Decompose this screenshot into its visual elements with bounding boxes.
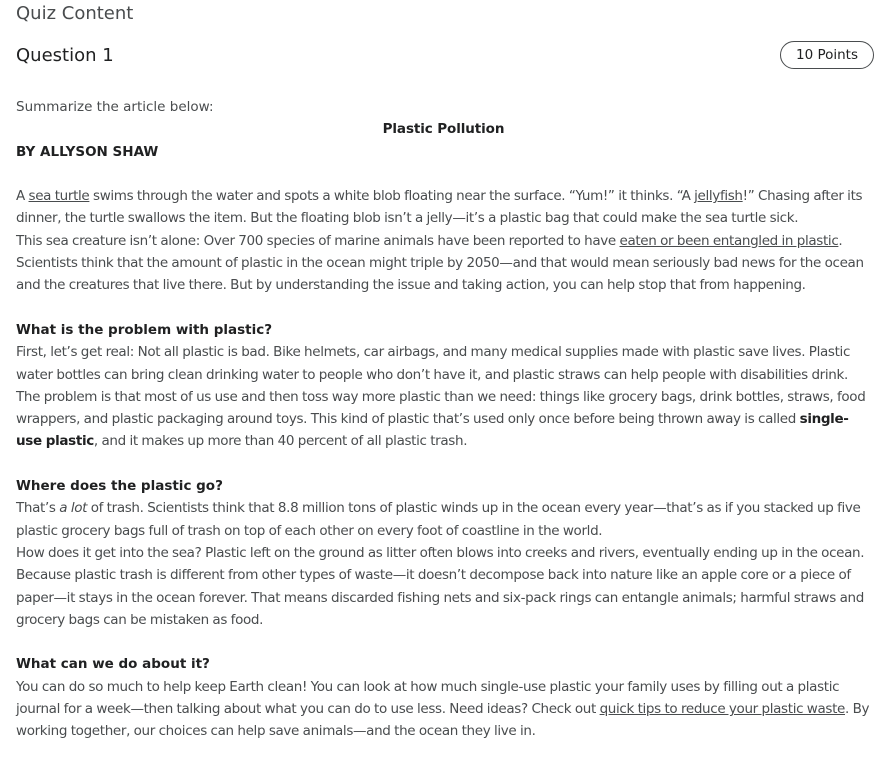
spacer <box>16 297 871 319</box>
spacer <box>16 631 871 653</box>
article-paragraph: How does it get into the sea? Plastic left on the ground as litter often blows into creeks and rivers, eventually ending up in the ocean. Because plastic trash is different from other types of waste—it doesn’t decompose back into nature like an apple core or a piece of paper—it stays in the ocean forever. That means discarded fishing nets and six-pack rings can entangle animals; harmful straws and grocery bags can be mistaken as food. <box>16 544 865 628</box>
jellyfish-link[interactable]: jellyfish <box>694 188 743 205</box>
text-run: That’s <box>16 500 60 517</box>
article-paragraph <box>16 676 871 743</box>
article-byline: BY ALLYSON SHAW <box>16 143 159 160</box>
text-run: A <box>16 188 29 205</box>
section-heading: Where does the plastic go? <box>16 478 223 495</box>
text-run: . Scientists think that the amount of plastic in the ocean might triple by 2050—and that would mean seriously bad news for the ocean and the creatures that live there. But by understanding the issue and taking action, you can help stop that from happening. <box>16 232 864 294</box>
text-run: This sea creature isn’t alone: Over 700 species of marine animals have been reported to have <box>16 232 620 249</box>
emphasis-text: a lot <box>59 500 88 517</box>
question-title: Question 1 <box>16 45 114 66</box>
quiz-title: Quiz Content <box>16 3 134 24</box>
question-prompt: Summarize the article below: <box>16 99 214 115</box>
article-title: Plastic Pollution <box>382 121 505 138</box>
article-paragraph <box>16 341 871 452</box>
text-run: !” Chasing after its dinner, the turtle swallows the item. But the floating blob isn’t a jelly—it’s a plastic bag that could make the sea turtle sick. <box>16 188 863 227</box>
key-term: single-use plastic <box>16 411 849 450</box>
points-badge: 10 Points <box>780 41 874 69</box>
article-paragraph <box>16 185 871 230</box>
text-run: First, let’s get real: Not all plastic is bad. Bike helmets, car airbags, and many medical supplies made with plastic save lives. Plastic water bottles can bring clean drinking water to people who don’t have it, and plastic straws can help people with disabilities drink. The problem is that most of us use and then toss way more plastic than we need: things like grocery bags, drink bottles, straws, food wrappers, and plastic packaging around toys. This kind of plastic that’s used only once before being thrown away is called <box>16 344 866 428</box>
section-heading: What can we do about it? <box>16 656 210 673</box>
text-run: , and it makes up more than 40 percent of all plastic trash. <box>93 433 468 450</box>
section-heading: What is the problem with plastic? <box>16 321 273 338</box>
question-content <box>16 96 871 743</box>
sea-turtle-link[interactable]: sea turtle <box>28 188 90 205</box>
article-paragraph <box>16 230 871 297</box>
spacer <box>16 163 871 185</box>
spacer <box>16 453 871 475</box>
text-run: of trash. Scientists think that 8.8 million tons of plastic winds up in the ocean every year—that’s as if you stacked up five plastic grocery bags full of trash on top of each other on every foot of coastline in the world. <box>16 500 861 539</box>
text-run: . By working together, our choices can help save animals—and the ocean they live in. <box>16 701 870 740</box>
plastic-tips-link[interactable]: quick tips to reduce your plastic waste <box>599 701 845 718</box>
text-run: You can do so much to help keep Earth clean! You can look at how much single-use plastic your family uses by filling out a plastic journal for a week—then talking about what you can do to use less. Need ideas? Check out <box>16 678 840 718</box>
article-paragraph <box>16 497 871 542</box>
text-run: swims through the water and spots a white blob floating near the surface. “Yum!” it thinks. “A <box>89 188 695 205</box>
entangled-in-plastic-link[interactable]: eaten or been entangled in plastic <box>619 232 839 249</box>
